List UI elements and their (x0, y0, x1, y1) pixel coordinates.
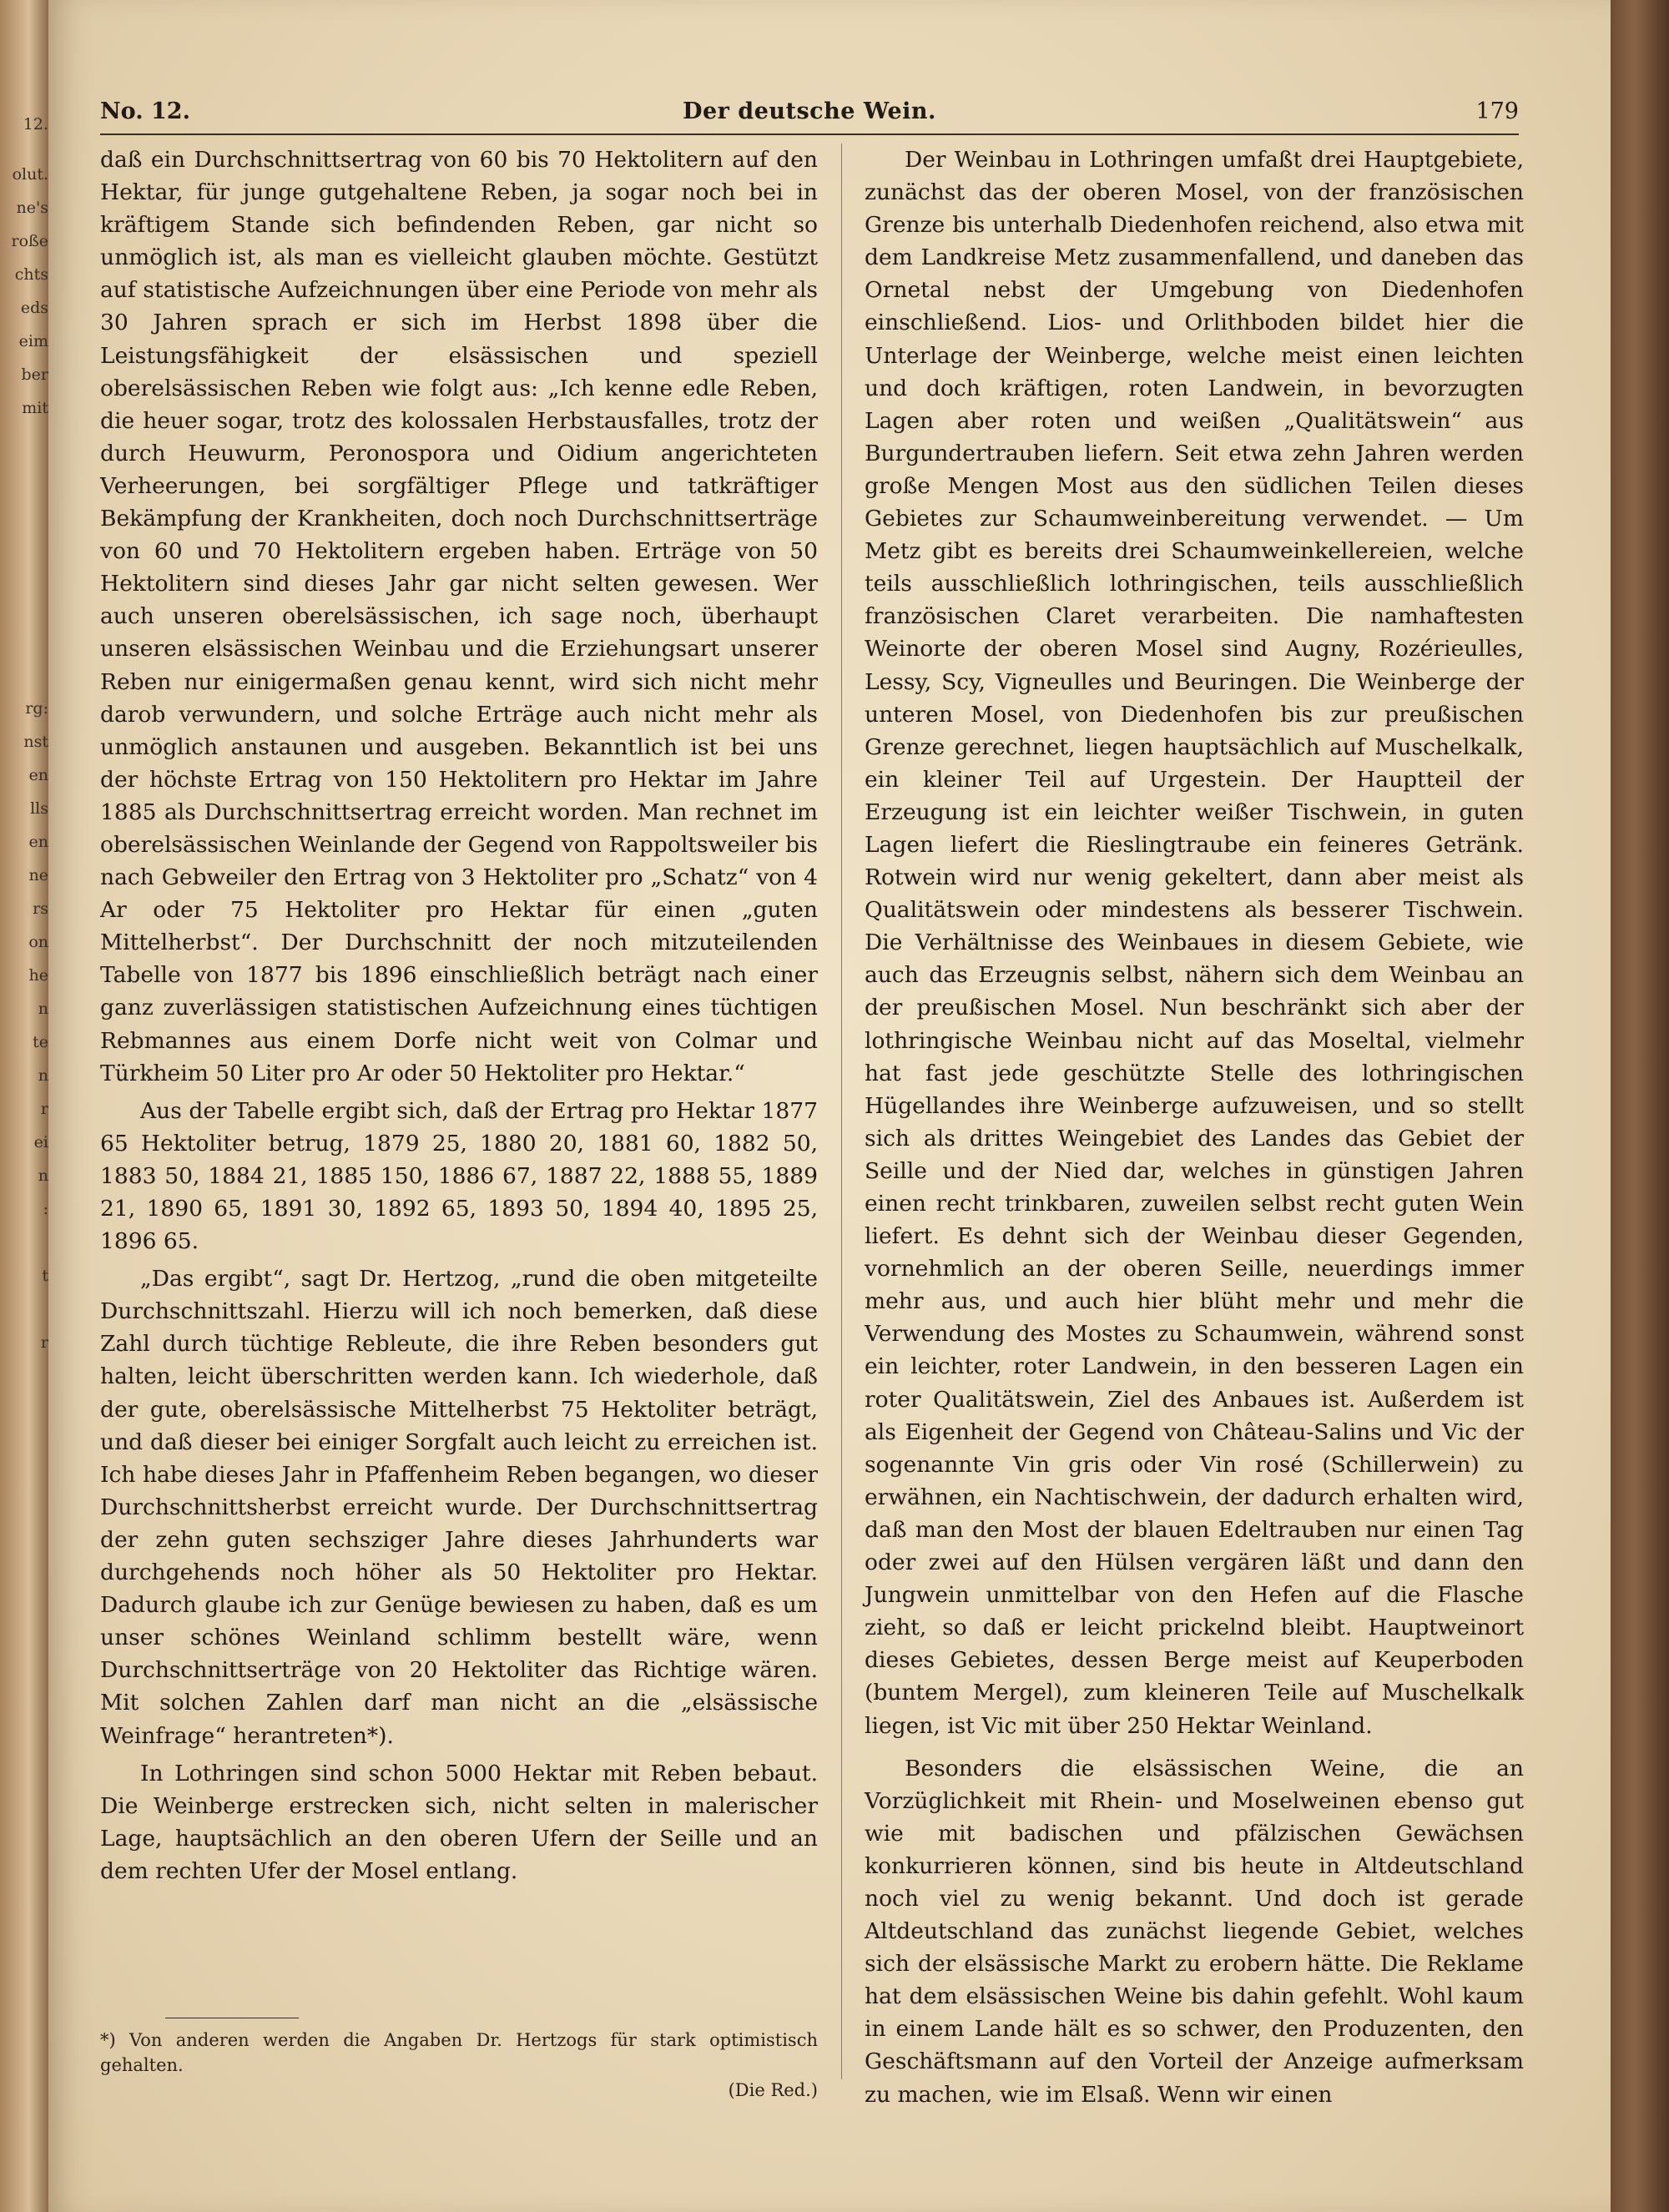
adjacent-page-text: ei (33, 1133, 48, 1151)
adjacent-page-text: n (38, 1166, 48, 1185)
column-divider (841, 144, 842, 2079)
paragraph: Der Weinbau in Lothringen umfaßt drei Hauptgebiete, zunächst das der oberen Mosel, von der französischen Grenze bis unterhalb Diedenhofen reichend, also etwa mit dem Landkreise Metz zusammenfallend, und daneben das Ornetal nebst der Umgebung von Diedenhofen einschließend. Lios- und Orlithboden bildet hier die Unterlage der Weinberge, welche meist einen leichten und doch kräftigen, roten Landwein, in bevorzugten Lagen aber roten und weißen „Qualitätswein“ aus Burgundertrauben liefern. Seit etwa zehn Jahren werden große Mengen Most aus den südlichen Teilen dieses Gebietes zur Schaumweinbereitung verwendet. — Um Metz gibt es bereits drei Schaumweinkellereien, welche teils ausschließlich lothringischen, teils ausschließlich französischen Claret verarbeiten. Die namhaftesten Weinorte der oberen Mosel sind Augny, Rozérieulles, Lessy, Scy, Vigneulles und Beuringen. Die Weinberge der unteren Mosel, von Diedenhofen bis zur preußischen Grenze gerechnet, liegen hauptsächlich auf Muschelkalk, ein kleiner Teil auf Urgestein. Der Hauptteil der Erzeugung ist ein leichter weißer Tischwein, in guten Lagen liefert die Rieslingtraube ein feineres Getränk. Rotwein wird nur wenig gekeltert, dann aber meist als Qualitätswein oder mindestens als besserer Tischwein. Die Verhältnisse des Weinbaues in diesem Gebiete, wie auch das Erzeugnis selbst, nähern sich dem Weinbau an der preußischen Mosel. Nun beschränkt sich aber der lothringische Weinbau nicht auf das Moseltal, vielmehr hat fast jede geschützte Stelle des lothringischen Hügellandes ihre Weinberge aufzuweisen, und so stellt sich als drittes Weingebiet des Landes das Gebiet der Seille und der Nied dar, welches in günstigen Jahren einen recht trinkbaren, zuweilen selbst recht guten Wein liefert. Es dehnt sich der Weinbau dieser Gegenden, vornehmlich an der oberen Seille, neuerdings immer mehr aus, und auch hier blüht mehr und mehr die Verwendung des Mostes zu Schaumwein, während sonst ein leichter, roter Landwein, in den besseren Lagen ein roter Qualitätswein, Ziel des Anbaues ist. Außerdem ist als Eigenheit der Gegend von Château-Salins und Vic der sogenannte Vin gris oder Vin rosé (Schillerwein) zu erwähnen, ein Nachtischwein, der dadurch erhalten wird, daß man den Most der blauen Edeltrauben nur einen Tag oder zwei auf den Hülsen vergären läßt und dann den Jungwein unmittelbar von den Hefen auf die Flasche zieht, so daß er leicht prickelnd bleibt. Hauptweinort dieses Gebietes, dessen Berge meist auf Keuperboden (buntem Mergel), zum kleineren Teile auf Muschelkalk liegen, ist Vic mit über 250 Hektar Weinland. (865, 147, 1524, 1739)
adjacent-page-text: en (28, 833, 48, 851)
adjacent-page-text: he (28, 966, 48, 985)
adjacent-page-text: : (43, 1200, 48, 1218)
adjacent-page-text: r (40, 1333, 48, 1352)
adjacent-page-text: n (38, 1000, 48, 1018)
adjacent-page-text: ne's (16, 199, 48, 217)
paragraph: In Lothringen sind schon 5000 Hektar mit Reben bebaut. Die Weinberge erstrecken sich, nicht selten in malerischer Lage, hauptsächlich an den oberen Ufern der Seille und an dem rechten Ufer der Mosel entlang. (100, 1760, 818, 1884)
adjacent-page-text: t (42, 1267, 48, 1285)
right-column (865, 144, 1524, 2111)
footnote (100, 2028, 818, 2103)
adjacent-page-text: chts (14, 265, 48, 284)
adjacent-page-text: 12. (23, 115, 48, 134)
running-header (100, 98, 1519, 130)
journal-title: Der deutsche Wein. (683, 98, 936, 124)
adjacent-page-text: eim (18, 332, 48, 350)
adjacent-page-text: r (40, 1100, 48, 1118)
adjacent-page-edge (0, 0, 48, 2212)
adjacent-page-text: te (33, 1033, 48, 1051)
issue-number: No. 12. (100, 98, 190, 124)
paragraph: daß ein Durchschnittsertrag von 60 bis 70 Hektolitern auf den Hektar, für junge gutgehaltene Reben, ja sogar noch bei in kräftigem Stande sich befindenden Reben, gar nicht so unmöglich ist, als man es vielleicht glauben möchte. Gestützt auf statistische Aufzeichnungen über eine Periode von mehr als 30 Jahren sprach er sich im Herbst 1898 über die Leistungsfähigkeit der elsässischen und speziell oberelsässischen Reben wie folgt aus: „Ich kenne edle Reben, die heuer sogar, trotz des kolossalen Herbstausfalles, trotz der durch Heuwurm, Peronospora und Oidium angerichteten Verheerungen, bei sorgfältiger Pflege und tatkräftiger Bekämpfung der Krankheiten, doch noch Durchschnittserträge von 60 und 70 Hektolitern ergeben haben. Erträge von 50 Hektolitern sind dieses Jahr gar nicht selten gewesen. Wer auch unseren oberelsässischen, ich sage noch, überhaupt unseren elsässischen Weinbau und die Erziehungsart unserer Reben nur einigermaßen genau kennt, wird sich nicht mehr darob verwundern, und solche Erträge auch nicht mehr als unmöglich anstaunen und ausgeben. Bekanntlich ist bei uns der höchste Ertrag von 150 Hektolitern pro Hektar im Jahre 1885 als Durchschnittsertrag erreicht worden. Man rechnet im oberelsässischen Weinlande der Gegend von Rappoltsweiler bis nach Gebweiler den Ertrag von 3 Hektoliter pro „Schatz“ von 4 Ar oder 75 Hektoliter pro Hektar für einen „guten Mittelherbst“. Der Durchschnitt der noch mitzuteilenden Tabelle von 1877 bis 1896 einschließlich beträgt nach einer ganz zuverlässigen statistischen Aufzeichnung eines tüchtigen Rebmannes aus einem Dorfe nicht weit von Colmar und Türkheim 50 Liter pro Ar oder 50 Hektoliter pro Hektar.“ (100, 147, 818, 1086)
footnote-text: *) Von anderen werden die Angaben Dr. Hertzogs für stark optimistisch gehalten. (100, 2030, 818, 2075)
paragraph: Aus der Tabelle ergibt sich, daß der Ertrag pro Hektar 1877 65 Hektoliter betrug, 1879 25, 1880 20, 1881 60, 1882 50, 1883 50, 1884 21, 1885 150, 1886 67, 1887 22, 1888 55, 1889 21, 1890 65, 1891 30, 1892 65, 1893 50, 1894 40, 1895 25, 1896 65. (100, 1097, 818, 1255)
header-rule (100, 134, 1519, 135)
adjacent-page-text: rg: (25, 699, 48, 718)
paragraph: Besonders die elsässischen Weine, die an Vorzüglichkeit mit Rhein- und Moselweinen ebenso gut wie mit badischen und pfälzischen Gewächsen konkurrieren können, sind bis heute in Altdeutschland noch viel zu wenig bekannt. Und doch ist gerade Altdeutschland das zunächst liegende Gebiet, welches sich der elsässische Markt zu erobern hätte. Die Reklame hat dem elsässischen Weine bis dahin gefehlt. Wohl kaum in einem Lande hält es so schwer, den Produzenten, den Geschäftsmann auf den Vorteil der Anzeige aufmerksam zu machen, wie im Elsaß. Wenn wir einen (865, 1755, 1524, 2108)
adjacent-page-text: n (38, 1066, 48, 1085)
adjacent-page-text: eds (20, 299, 48, 317)
adjacent-page-text: en (28, 766, 48, 784)
left-column (100, 144, 818, 1887)
book-binding-edge (1611, 0, 1669, 2212)
adjacent-page-text: mit (22, 399, 48, 417)
adjacent-page-text: ber (21, 365, 48, 384)
page-number: 179 (1475, 98, 1519, 124)
adjacent-page-text: nst (23, 733, 48, 751)
adjacent-page-text: on (28, 933, 48, 951)
paragraph: „Das ergibt“, sagt Dr. Hertzog, „rund die oben mitgeteilte Durchschnittszahl. Hierzu will ich noch bemerken, daß diese Zahl durch tüchtige Rebleute, die ihre Reben besonders gut halten, leicht überschritten werden kann. Ich wiederhole, daß der gute, oberelsässische Mittelherbst 75 Hektoliter beträgt, und daß dieser bei einiger Sorgfalt auch leicht zu erreichen ist. Ich habe dieses Jahr in Pfaffenheim Reben begangen, wo dieser Durchschnittsherbst erreicht wurde. Der Durchschnittsertrag der zehn guten sechsziger Jahre dieses Jahrhunderts war durchgehends noch höher als 50 Hektoliter pro Hektar. Dadurch glaube ich zur Genüge bewiesen zu haben, daß es um unser schönes Weinland schlimm bestellt wäre, wenn Durchschnittserträge von 20 Hektoliter das Richtige wären. Mit solchen Zahlen darf man nicht an die „elsässische Weinfrage“ herantreten*). (100, 1266, 818, 1749)
adjacent-page-text: rs (33, 899, 48, 918)
adjacent-page-text: olut. (12, 165, 48, 184)
footnote-signature: (Die Red.) (728, 2080, 818, 2100)
adjacent-page-text: lls (30, 799, 48, 818)
adjacent-page-text: ne (28, 866, 48, 884)
journal-page (48, 0, 1611, 2212)
adjacent-page-text: roße (11, 232, 48, 250)
